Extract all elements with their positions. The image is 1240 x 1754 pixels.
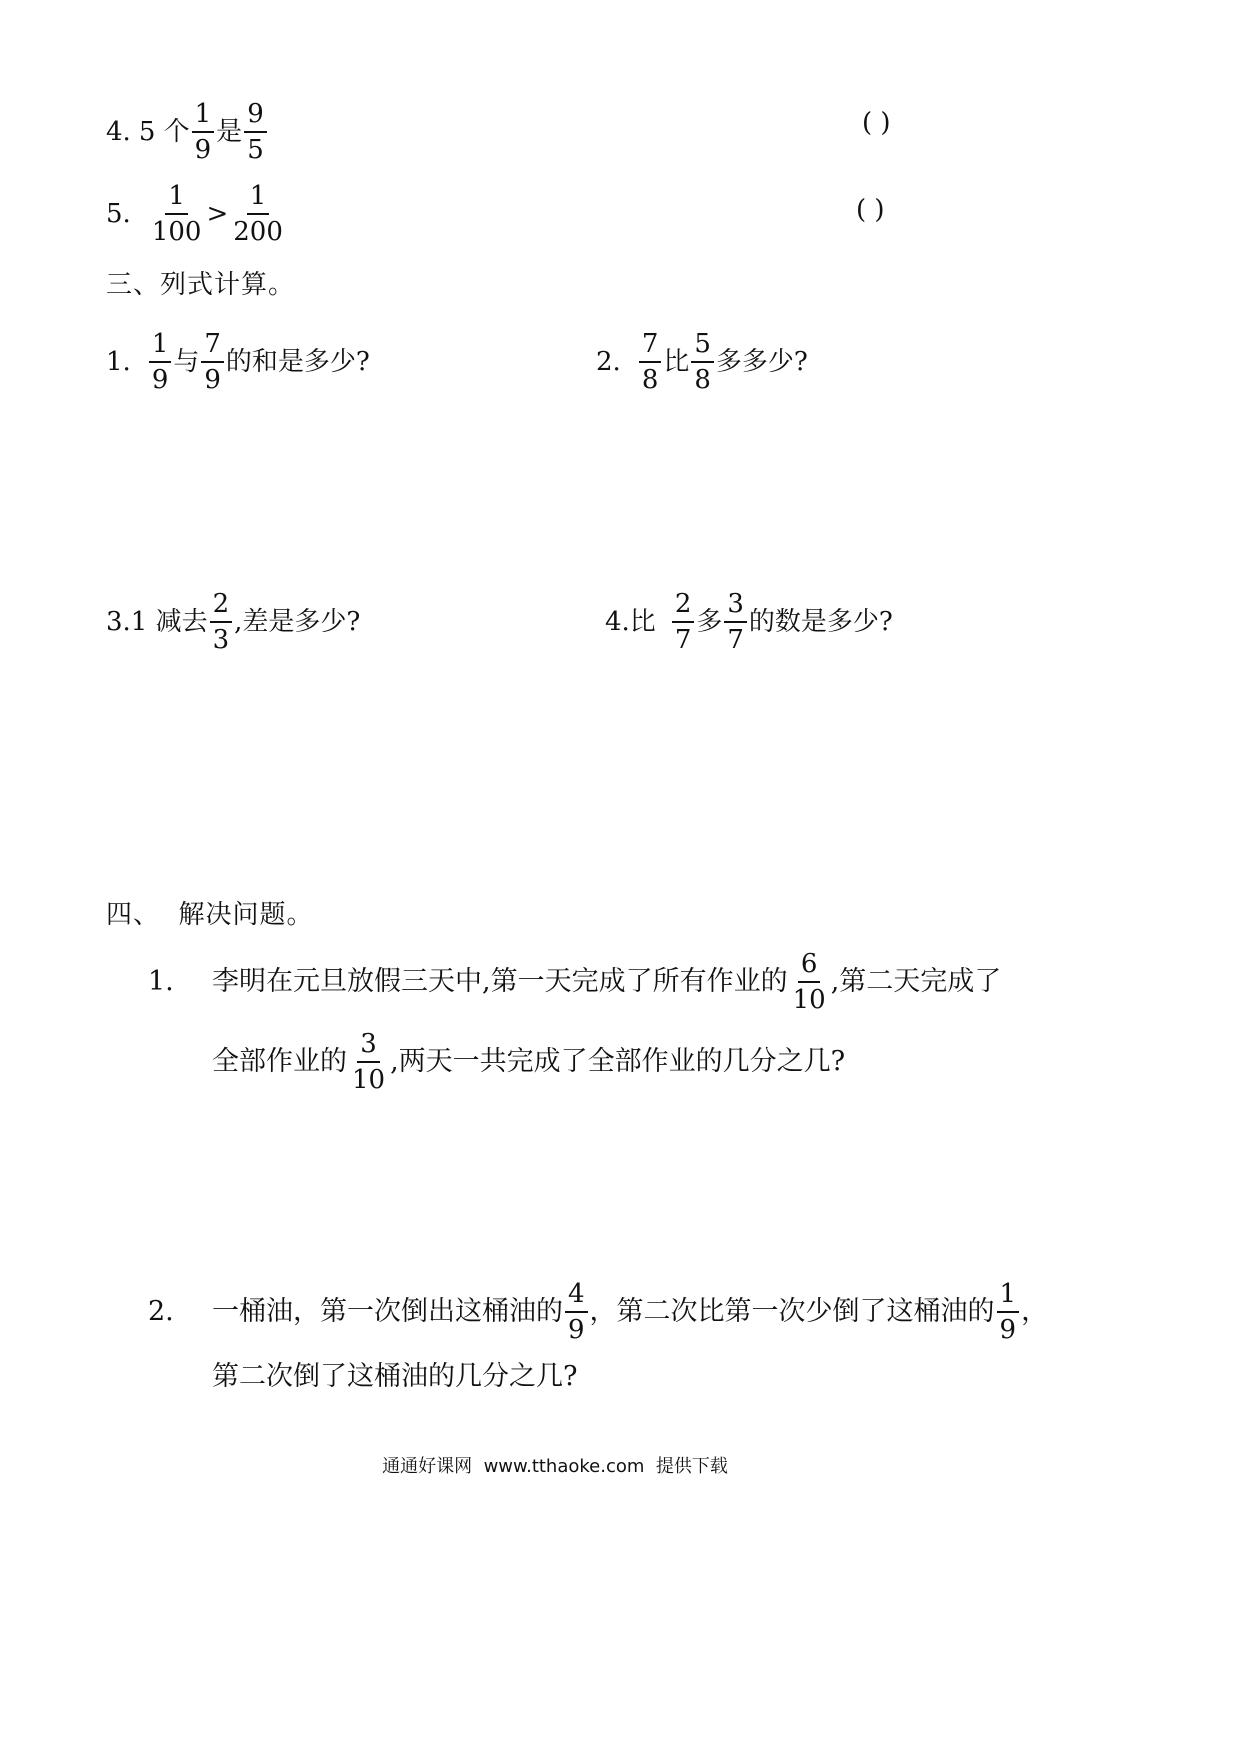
problem-text: 一桶油，第一次倒出这桶油的 <box>212 1296 563 1327</box>
question-number: 5. <box>106 199 131 229</box>
question-number: 1. <box>106 347 131 377</box>
calc-question-4 <box>605 590 893 654</box>
problem-text: 全部作业的 <box>212 1046 347 1077</box>
fraction: $\frac{6}{10}$ <box>792 949 826 1015</box>
fraction: $\frac{4}{9}$ <box>565 1280 588 1344</box>
fraction: $\frac{7}{8}$ <box>639 330 662 394</box>
section-heading: 三、列式计算。 <box>106 270 296 300</box>
problem-text: 第二次倒了这桶油的几分之几? <box>212 1361 578 1392</box>
problem-text: ,两天一共完成了全部作业的几分之几? <box>390 1046 846 1077</box>
fraction: $\frac{3}{7}$ <box>724 590 747 654</box>
fraction: $\frac{9}{5}$ <box>244 100 267 164</box>
fraction: $\frac{5}{8}$ <box>691 330 714 394</box>
question-text: 与 <box>173 347 200 377</box>
fraction: $\frac{1}{200}$ <box>233 181 283 247</box>
calc-question-1 <box>106 330 370 394</box>
question-text: 4.比 <box>605 607 656 637</box>
answer-blank[interactable]: ( ) <box>856 195 885 225</box>
question-text: 比 <box>663 347 690 377</box>
fraction: $\frac{2}{3}$ <box>210 590 233 654</box>
section-heading: 四、 解决问题。 <box>106 900 314 930</box>
problem-text: ， <box>1021 1296 1049 1327</box>
fraction: $\frac{1}{100}$ <box>151 181 202 247</box>
page-footer: 通通好课网 www.tthaoke.com 提供下载 <box>382 1456 728 1477</box>
question-number: 1. <box>148 966 174 997</box>
fraction: $\frac{1}{9}$ <box>192 100 215 164</box>
problem-text: ,第二天完成了 <box>830 966 1002 997</box>
question-text: 的和是多少? <box>225 347 370 377</box>
question-number: 4. <box>106 117 131 147</box>
word-problem-2-line-2 <box>212 1362 577 1392</box>
comparison-sign: > <box>206 199 229 229</box>
fraction: $\frac{1}{9}$ <box>997 1280 1020 1344</box>
question-text: 3.1 减去 <box>106 607 208 637</box>
question-number: 2. <box>148 1296 174 1327</box>
word-problem-2-line-1 <box>148 1280 1048 1344</box>
question-number: 2. <box>596 347 621 377</box>
word-problem-1-line-2 <box>212 1030 845 1094</box>
problem-text: 李明在元旦放假三天中,第一天完成了所有作业的 <box>212 966 788 997</box>
problem-text: ，第二次比第一次少倒了这桶油的 <box>589 1296 995 1327</box>
fraction: $\frac{2}{7}$ <box>672 590 695 654</box>
question-text: 是 <box>216 117 243 147</box>
judge-question-4 <box>106 100 269 164</box>
question-text: 多 <box>696 607 723 637</box>
question-text: 多多少? <box>715 347 808 377</box>
calc-question-2 <box>596 330 808 394</box>
question-text: 5 个 <box>138 117 190 147</box>
judge-question-5 <box>106 182 288 246</box>
question-text: 的数是多少? <box>748 607 893 637</box>
fraction: $\frac{3}{10}$ <box>352 1029 386 1095</box>
fraction: $\frac{7}{9}$ <box>201 330 224 394</box>
question-text: ,差是多少? <box>234 607 361 637</box>
calc-question-3 <box>106 590 360 654</box>
fraction: $\frac{1}{9}$ <box>149 330 172 394</box>
word-problem-1-line-1 <box>148 950 1001 1014</box>
answer-blank[interactable]: ( ) <box>862 108 891 138</box>
